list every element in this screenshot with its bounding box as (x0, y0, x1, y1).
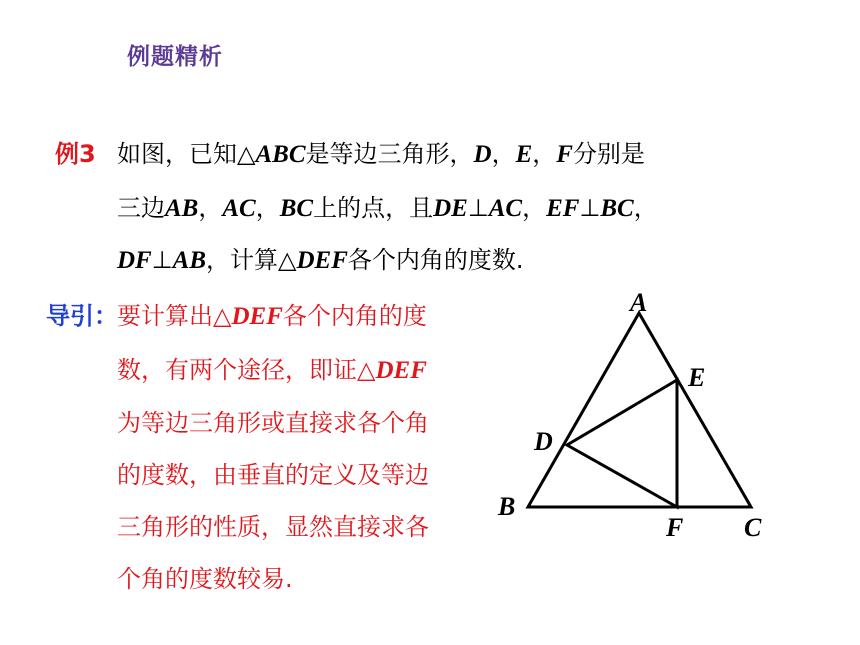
math-var: AB (172, 247, 206, 274)
text: 数，有两个途径，即证△ (117, 356, 376, 384)
label-e: E (688, 363, 706, 392)
text: 各个内角的度 (282, 302, 427, 330)
math-var: AC (222, 195, 256, 222)
math-var: DF (117, 247, 152, 274)
text: ⊥ (151, 246, 173, 274)
math-var: E (515, 141, 533, 168)
math-var: DE (433, 195, 468, 222)
math-var: DEF (375, 357, 427, 384)
section-title: 例题精析 (127, 44, 223, 70)
triangle-def (567, 380, 677, 507)
example-line-1 (117, 134, 645, 169)
text: 是等边三角形， (305, 140, 474, 168)
math-var: AB (165, 195, 199, 222)
text: ， (491, 140, 516, 168)
triangle-abc (528, 313, 751, 507)
text: 上的点，且 (313, 194, 434, 222)
example-line-3 (117, 240, 524, 275)
guide-line-2 (117, 350, 427, 385)
text: 各个内角的度数. (347, 246, 524, 274)
math-var: DEF (231, 303, 283, 330)
text: 三边 (117, 194, 165, 222)
text: ， (198, 194, 223, 222)
guide-line-6: 个角的度数较易. (117, 565, 293, 593)
text: 分别是 (572, 140, 645, 168)
math-var: ABC (255, 141, 306, 168)
text: ⊥ (579, 194, 601, 222)
guide-line-1 (117, 296, 427, 331)
text: 要计算出△ (117, 302, 232, 330)
text: ⊥ (467, 194, 489, 222)
math-var: D (473, 141, 492, 168)
text: ， (633, 194, 658, 222)
label-d: D (534, 427, 553, 456)
math-var: F (556, 141, 573, 168)
guide-line-4: 的度数，由垂直的定义及等边 (117, 461, 429, 489)
text: ， (255, 194, 280, 222)
label-c: C (744, 513, 762, 542)
math-var: BC (279, 195, 314, 222)
text: ， (522, 194, 547, 222)
triangle-figure (490, 280, 790, 550)
math-var: AC (488, 195, 523, 222)
guide-line-3: 为等边三角形或直接求各个角 (117, 409, 429, 437)
text: ， (532, 140, 557, 168)
guide-label: 导引： (46, 302, 118, 330)
label-a: A (630, 288, 648, 317)
math-var: BC (600, 195, 634, 222)
math-var: EF (546, 195, 580, 222)
math-var: DEF (296, 247, 348, 274)
label-f: F (666, 513, 684, 542)
example-line-2 (117, 188, 658, 223)
label-b: B (498, 492, 516, 521)
text: 如图，已知△ (117, 140, 256, 168)
example-label: 例3 (55, 140, 96, 168)
text: ，计算△ (206, 246, 297, 274)
guide-line-5: 三角形的性质，显然直接求各 (117, 513, 429, 541)
